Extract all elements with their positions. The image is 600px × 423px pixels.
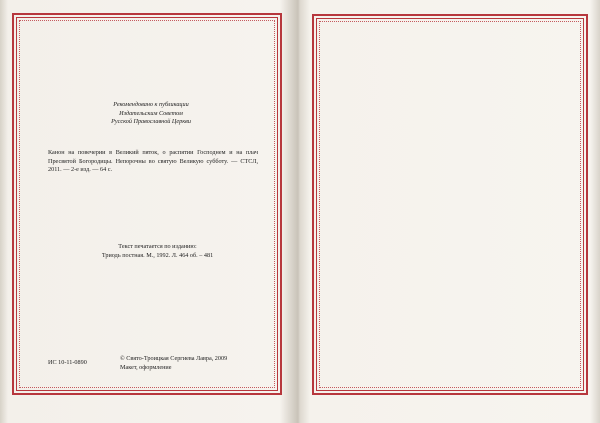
left-page-border xyxy=(12,13,282,395)
book-annotation: Канон на повечерии в Великий пяток, о распятии Господнем и на плач Пресвятой Богородицы. Непорочны во святую Великую субботу. — СТСЛ, 2011. — 2-е изд. — 64 с. xyxy=(48,149,258,173)
isbn-code: ИС 10-11-0890 xyxy=(48,359,87,366)
copyright-line: © Свято-Троицкая Сергиева Лавра, 2009 xyxy=(120,355,228,362)
right-page xyxy=(300,0,600,423)
source-line: Текст печатается по изданию: xyxy=(118,243,197,250)
left-page xyxy=(0,0,298,423)
recommendation-line: Издательским Советом xyxy=(119,109,183,117)
source-note xyxy=(70,243,245,260)
right-page-border xyxy=(312,14,588,395)
source-line: Триодь постная. М., 1992. Л. 464 об. – 481 xyxy=(101,251,214,259)
recommendation-line: Рекомендовано к публикации xyxy=(113,101,189,108)
copyright-notice xyxy=(120,355,250,372)
recommendation-line: Русской Православной Церкви xyxy=(111,118,191,125)
copyright-line: Макет, оформление xyxy=(120,363,172,371)
publication-recommendation xyxy=(56,101,246,127)
